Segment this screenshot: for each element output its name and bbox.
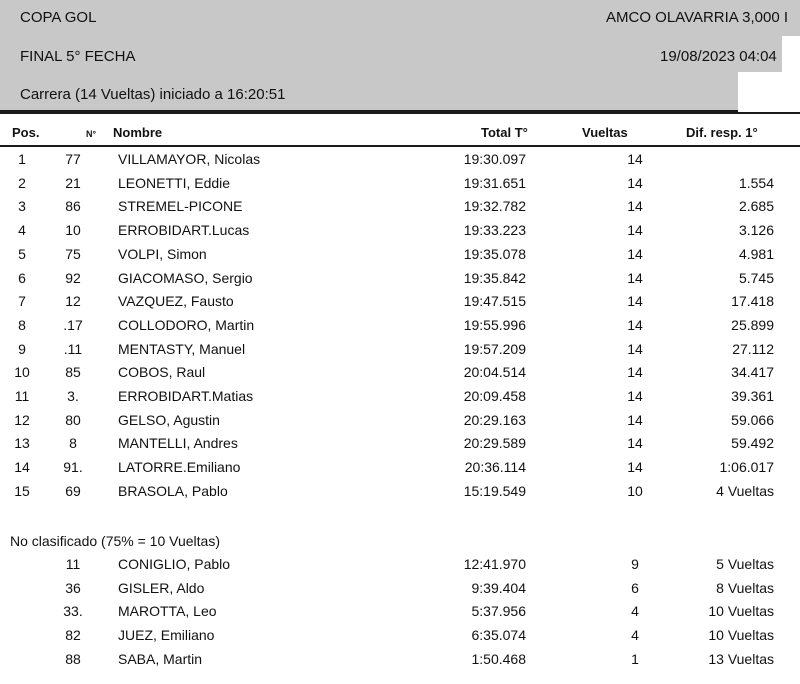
laps-cell: 14 <box>627 293 643 310</box>
gap-cell: 4.981 <box>738 245 774 262</box>
gap-cell: 27.112 <box>732 340 774 357</box>
position-cell: 11 <box>14 388 30 404</box>
driver-name-cell: COLLODORO, Martin <box>118 316 255 333</box>
gap-cell: 10 Vueltas <box>708 627 774 644</box>
car-number-cell: 10 <box>65 222 81 239</box>
total-time-cell: 19:33.223 <box>463 222 526 239</box>
total-time-cell: 19:30.097 <box>463 151 526 167</box>
driver-name-cell: VAZQUEZ, Fausto <box>118 293 234 310</box>
car-number-cell: .17 <box>63 316 83 333</box>
driver-name-cell: BRASOLA, Pablo <box>118 482 228 499</box>
laps-cell: 14 <box>627 459 643 476</box>
driver-name-cell: MAROTTA, Leo <box>118 603 217 620</box>
laps-cell: 1 <box>631 650 639 667</box>
laps-cell: 14 <box>627 198 643 215</box>
driver-name-cell: LATORRE.Emiliano <box>118 459 241 476</box>
table-row <box>0 388 800 412</box>
position-cell: 14 <box>14 459 30 476</box>
header-divider <box>0 145 800 147</box>
total-time-cell: 12:41.970 <box>463 556 526 572</box>
gap-cell: 1.554 <box>738 174 774 191</box>
total-time-cell: 19:47.515 <box>463 293 526 310</box>
table-row <box>0 580 800 604</box>
laps-cell: 4 <box>631 627 639 644</box>
table-row <box>0 246 800 270</box>
car-number-cell: 21 <box>65 174 81 191</box>
total-time-cell: 19:35.078 <box>463 245 526 262</box>
gap-cell: 2.685 <box>738 198 774 215</box>
driver-name-cell: GELSO, Agustin <box>118 411 220 428</box>
gap-cell: 59.066 <box>731 411 774 428</box>
car-number-cell: 69 <box>65 482 81 499</box>
table-row <box>0 175 800 199</box>
table-row <box>0 412 800 436</box>
laps-cell: 14 <box>627 364 643 381</box>
total-time-cell: 9:39.404 <box>471 579 526 596</box>
car-number-cell: 11 <box>65 556 81 572</box>
laps-cell: 4 <box>631 603 639 620</box>
table-row <box>0 317 800 341</box>
scan-artifact <box>738 72 800 112</box>
table-row <box>0 483 800 507</box>
laps-cell: 9 <box>631 556 639 572</box>
table-row <box>0 222 800 246</box>
gap-cell: 1:06.017 <box>719 459 774 476</box>
scan-artifact <box>782 36 800 76</box>
gap-cell: 17.418 <box>731 293 774 310</box>
car-number-cell: 85 <box>65 364 81 381</box>
car-number-cell: 12 <box>65 293 81 310</box>
not-classified-label: No clasificado (75% = 10 Vueltas) <box>10 533 220 549</box>
car-number-cell: 88 <box>65 650 81 667</box>
column-header-laps: Vueltas <box>582 125 628 140</box>
gap-cell: 5.745 <box>738 269 774 286</box>
car-number-cell: 82 <box>65 627 81 644</box>
laps-cell: 14 <box>627 340 643 357</box>
position-cell: 12 <box>14 411 30 428</box>
total-time-cell: 6:35.074 <box>471 627 526 644</box>
total-time-cell: 20:04.514 <box>463 364 526 381</box>
table-row <box>0 364 800 388</box>
driver-name-cell: LEONETTI, Eddie <box>118 174 231 191</box>
gap-cell: 13 Vueltas <box>708 650 774 667</box>
total-time-cell: 1:50.468 <box>471 650 526 667</box>
driver-name-cell: VOLPI, Simon <box>118 245 207 262</box>
gap-cell: 34.417 <box>731 364 774 381</box>
table-row <box>0 435 800 459</box>
car-number-cell: .11 <box>63 340 83 357</box>
column-header-pos: Pos. <box>12 125 40 140</box>
laps-cell: 14 <box>627 269 643 286</box>
total-time-cell: 15:19.549 <box>463 482 526 499</box>
position-cell: 3 <box>18 198 26 215</box>
car-number-cell: 91. <box>63 459 83 476</box>
laps-cell: 14 <box>627 151 643 167</box>
position-cell: 9 <box>18 340 26 357</box>
driver-name-cell: JUEZ, Emiliano <box>118 627 215 644</box>
driver-name-cell: STREMEL-PICONE <box>118 198 243 215</box>
driver-name-cell: ERROBIDART.Matias <box>118 388 254 404</box>
driver-name-cell: MENTASTY, Manuel <box>118 340 246 357</box>
gap-cell: 59.492 <box>731 435 774 452</box>
column-header-diff: Dif. resp. 1° <box>686 125 758 140</box>
table-row <box>0 293 800 317</box>
total-time-cell: 19:35.842 <box>463 269 526 286</box>
table-row <box>0 627 800 651</box>
gap-cell: 4 Vueltas <box>716 482 774 499</box>
car-number-cell: 33. <box>63 603 83 620</box>
car-number-cell: 36 <box>65 579 81 596</box>
session-title: FINAL 5° FECHA <box>20 48 136 65</box>
position-cell: 5 <box>18 245 26 262</box>
total-time-cell: 20:29.163 <box>463 411 526 428</box>
total-time-cell: 20:29.589 <box>463 435 526 452</box>
driver-name-cell: GIACOMASO, Sergio <box>118 269 253 286</box>
total-time-cell: 5:37.956 <box>471 603 526 620</box>
circuit-name: AMCO OLAVARRIA 3,000 I <box>606 9 789 26</box>
total-time-cell: 19:31.651 <box>463 174 526 191</box>
position-cell: 7 <box>18 293 26 310</box>
driver-name-cell: GISLER, Aldo <box>118 579 205 596</box>
driver-name-cell: CONIGLIO, Pablo <box>118 556 231 572</box>
total-time-cell: 19:57.209 <box>463 340 526 357</box>
laps-cell: 14 <box>627 174 643 191</box>
car-number-cell: 8 <box>69 435 77 452</box>
column-header-total-time: Total T° <box>481 125 528 140</box>
gap-cell: 10 Vueltas <box>708 603 774 620</box>
car-number-cell: 86 <box>65 198 81 215</box>
total-time-cell: 19:55.996 <box>463 316 526 333</box>
total-time-cell: 20:09.458 <box>463 388 526 404</box>
laps-cell: 14 <box>627 435 643 452</box>
car-number-cell: 77 <box>65 151 81 167</box>
gap-cell: 39.361 <box>731 388 774 404</box>
gap-cell: 5 Vueltas <box>716 556 774 572</box>
driver-name-cell: VILLAMAYOR, Nicolas <box>118 151 261 167</box>
table-row <box>0 341 800 365</box>
gap-cell: 25.899 <box>731 316 774 333</box>
car-number-cell: 92 <box>65 269 81 286</box>
laps-cell: 14 <box>627 245 643 262</box>
position-cell: 13 <box>14 435 30 452</box>
total-time-cell: 19:32.782 <box>463 198 526 215</box>
gap-cell: 8 Vueltas <box>716 579 774 596</box>
event-title: COPA GOL <box>20 9 97 26</box>
driver-name-cell: SABA, Martin <box>118 650 203 667</box>
driver-name-cell: ERROBIDART.Lucas <box>118 222 250 239</box>
laps-cell: 14 <box>627 388 643 404</box>
table-row <box>0 151 800 175</box>
results-header <box>0 0 800 114</box>
laps-cell: 10 <box>627 482 643 499</box>
date-time: 19/08/2023 04:04 <box>660 48 777 65</box>
table-row <box>0 270 800 294</box>
car-number-cell: 3. <box>67 388 79 404</box>
table-row <box>0 556 800 580</box>
car-number-cell: 80 <box>65 411 81 428</box>
laps-cell: 14 <box>627 316 643 333</box>
driver-name-cell: COBOS, Raul <box>118 364 206 381</box>
position-cell: 4 <box>18 222 26 239</box>
position-cell: 8 <box>18 316 26 333</box>
laps-cell: 6 <box>631 579 639 596</box>
table-row <box>0 651 800 675</box>
position-cell: 1 <box>18 151 26 167</box>
car-number-cell: 75 <box>65 245 81 262</box>
table-row <box>0 459 800 483</box>
laps-cell: 14 <box>627 411 643 428</box>
race-info: Carrera (14 Vueltas) iniciado a 16:20:51 <box>20 86 286 103</box>
position-cell: 10 <box>14 364 30 381</box>
gap-cell: 3.126 <box>738 222 774 239</box>
table-row <box>0 198 800 222</box>
total-time-cell: 20:36.114 <box>464 459 526 476</box>
table-row <box>0 603 800 627</box>
position-cell: 6 <box>18 269 26 286</box>
position-cell: 2 <box>18 174 26 191</box>
driver-name-cell: MANTELLI, Andres <box>118 435 238 452</box>
position-cell: 15 <box>14 482 30 499</box>
laps-cell: 14 <box>627 222 643 239</box>
column-header-name: Nombre <box>113 125 163 140</box>
column-header-number: N° <box>86 129 97 139</box>
